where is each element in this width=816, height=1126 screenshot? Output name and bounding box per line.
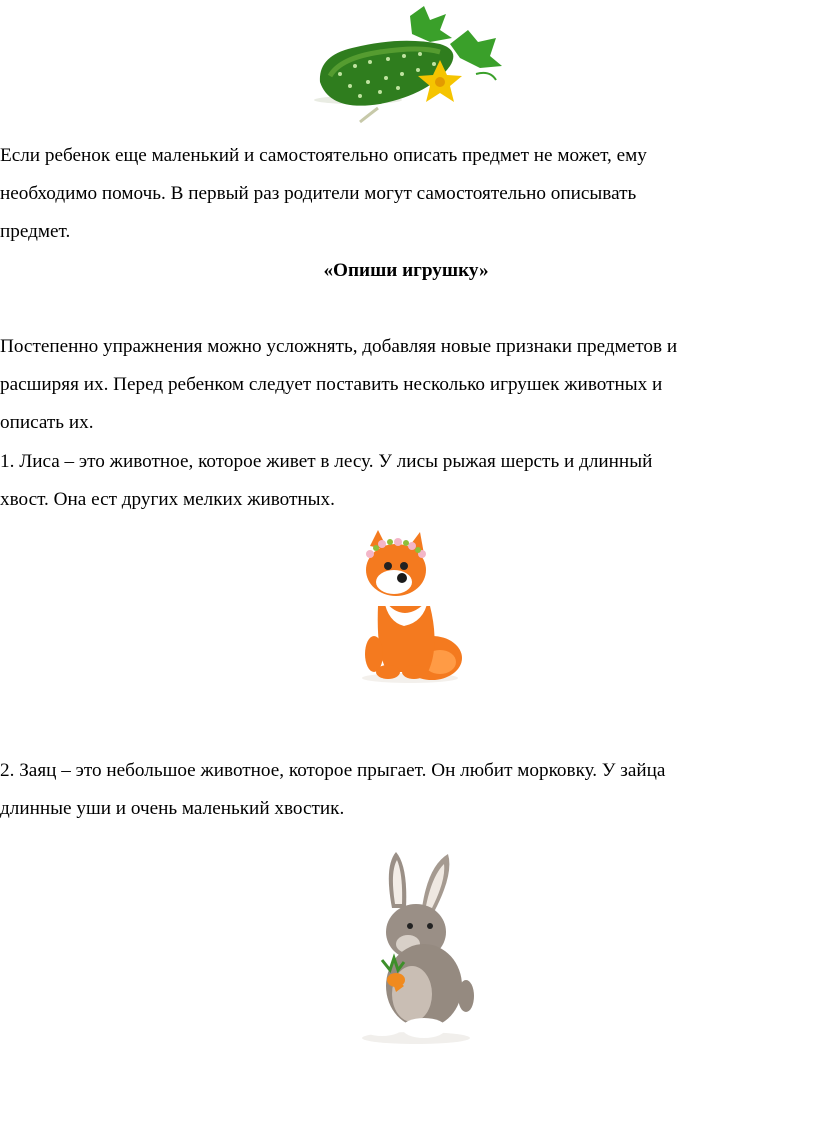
intro-line: Если ребенок еще маленький и самостоятельно описать предмет не может, ему	[0, 145, 647, 166]
exercise-intro-line: Постепенно упражнения можно усложнять, добавляя новые признаки предметов и	[0, 336, 678, 357]
exercise-intro-line: расширяя их. Перед ребенком следует поставить несколько игрушек животных и	[0, 374, 663, 395]
cucumber-image	[300, 4, 512, 132]
intro-line: предмет.	[0, 221, 71, 242]
fox-description-line: хвост. Она ест других мелких животных.	[0, 489, 335, 510]
fox-description-line: 1. Лиса – это животное, которое живет в лесу. У лисы рыжая шерсть и длинный	[0, 451, 653, 472]
hare-description	[0, 752, 812, 828]
exercise-intro-line: описать их.	[0, 412, 94, 433]
fox-description	[0, 443, 812, 519]
section-title: «Опиши игрушку»	[323, 260, 489, 281]
hare-description-line: 2. Заяц – это небольшое животное, которое прыгает. Он любит морковку. У зайца	[0, 760, 666, 781]
hare-description-line: длинные уши и очень маленький хвостик.	[0, 798, 345, 819]
intro-paragraph	[0, 137, 812, 251]
exercise-intro-paragraph	[0, 328, 812, 442]
hare-toy-image	[338, 846, 478, 1046]
fox-toy-image	[348, 526, 466, 688]
intro-line: необходимо помочь. В первый раз родители могут самостоятельно описывать	[0, 183, 637, 204]
